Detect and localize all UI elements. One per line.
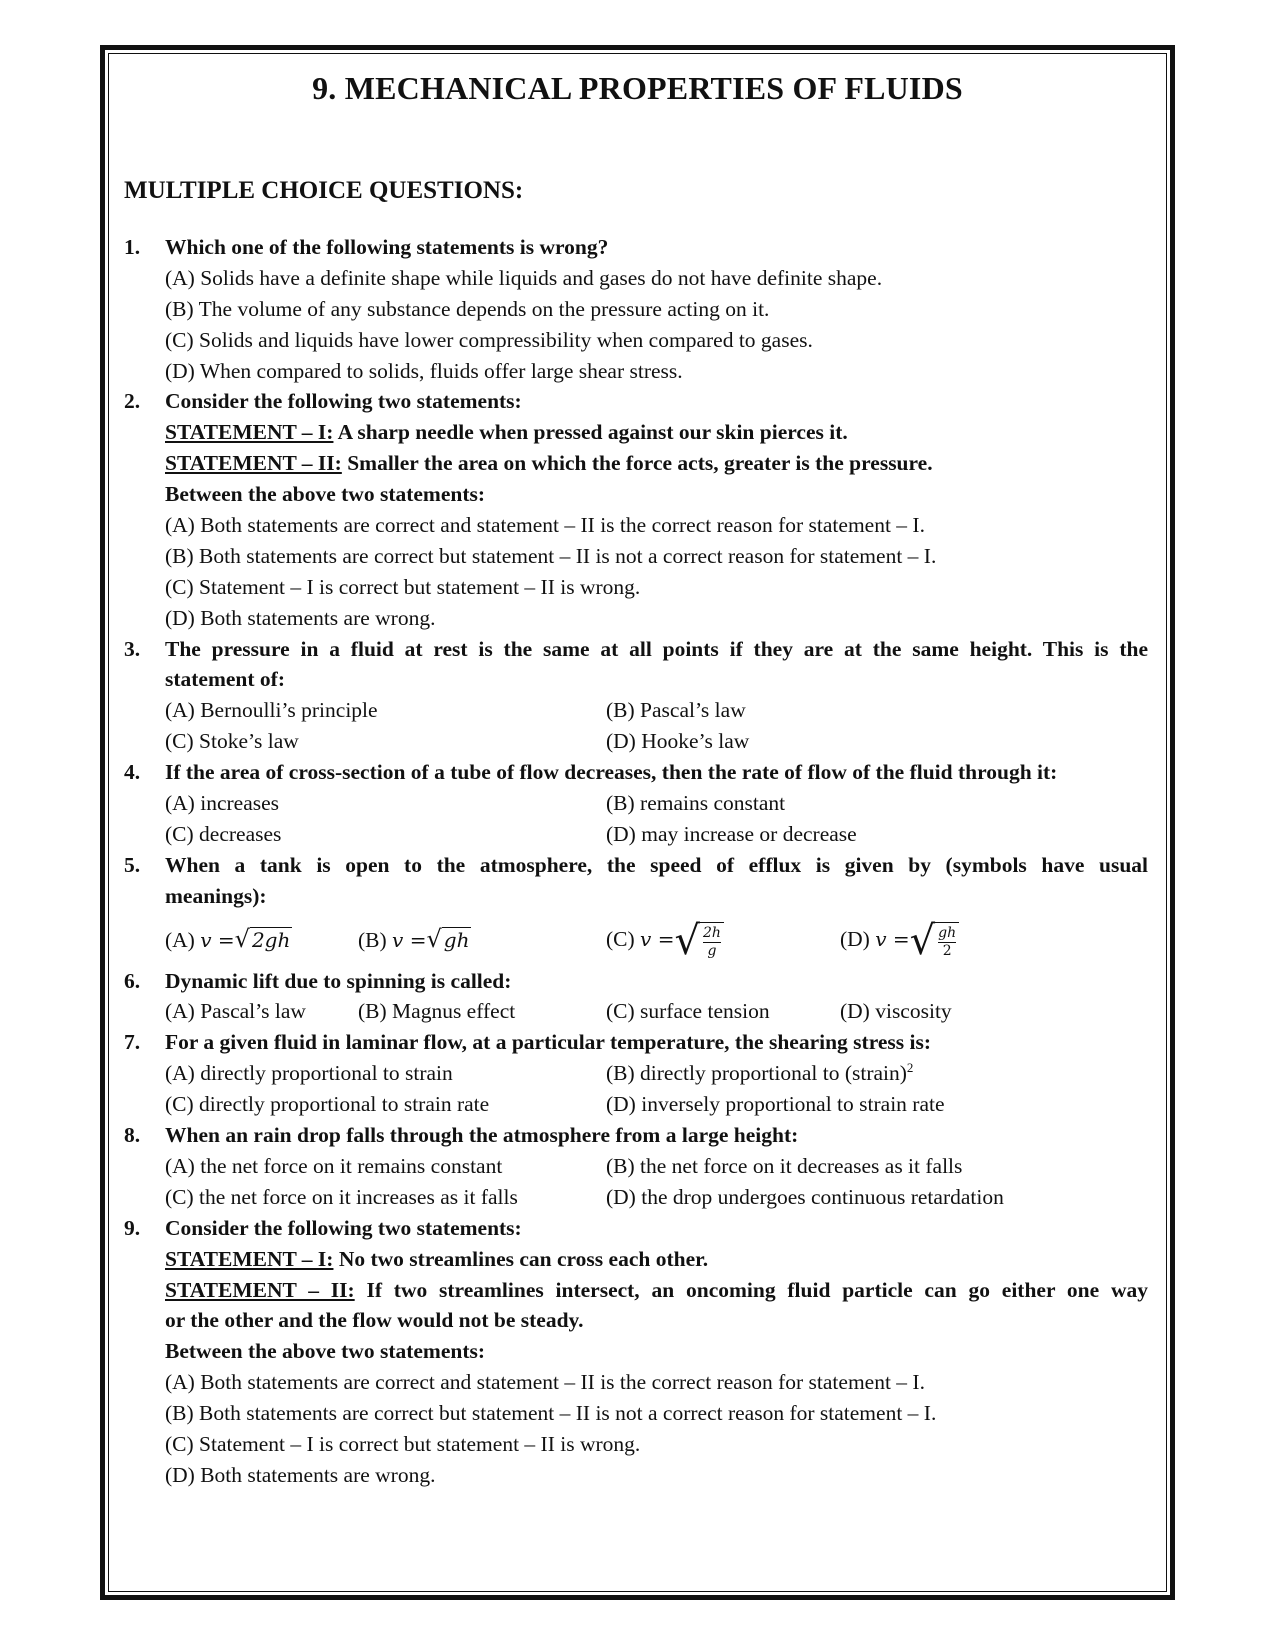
question-number: 7.: [124, 1030, 141, 1055]
option-d: (D) Both statements are wrong.: [165, 1462, 436, 1487]
between-text: Between the above two statements:: [165, 482, 486, 507]
option-label: (D): [840, 926, 870, 951]
question-number: 9.: [124, 1215, 141, 1240]
question-stem: When an rain drop falls through the atmosphere from a large height:: [165, 1123, 799, 1148]
option-row: [124, 819, 1148, 850]
option-d: [840, 912, 959, 966]
statement-2: [165, 1275, 1148, 1306]
statement-1: [165, 1244, 1148, 1275]
formula-lhs: v =: [200, 927, 235, 952]
option-c: (C) the net force on it increases as it falls: [165, 1184, 518, 1209]
question-1-stem-row: [124, 232, 1148, 263]
question-6-stem-row: [124, 966, 1148, 997]
option-a: (A) directly proportional to strain: [165, 1061, 453, 1086]
question-number: 6.: [124, 968, 141, 993]
question-number: 2.: [124, 389, 141, 414]
option-label: (A): [165, 927, 195, 952]
option-row: [124, 726, 1148, 757]
option-d: (D) may increase or decrease: [606, 821, 857, 846]
between-row: [124, 1336, 1148, 1367]
option-d: (D) Hooke’s law: [606, 729, 750, 754]
option-b: (B) The volume of any substance depends on the pressure acting on it.: [165, 296, 770, 321]
option-row: [124, 1151, 1148, 1182]
radicand: 2gh: [251, 927, 291, 952]
option-row: [124, 1398, 1148, 1429]
option-c: (C) Solids and liquids have lower compressibility when compared to gases.: [165, 327, 813, 352]
option-row: [124, 356, 1148, 387]
option-b: (B) Magnus effect: [358, 999, 516, 1024]
statement-text: If two streamlines intersect, an oncoming fluid particle can go either one way: [354, 1277, 1148, 1302]
option-c: (C) Statement – I is correct but statement – II is wrong.: [165, 574, 641, 599]
statement-label: STATEMENT – I:: [165, 420, 334, 445]
option-a: [165, 912, 292, 967]
option-row: [124, 1460, 1148, 1491]
option-c: (C) directly proportional to strain rate: [165, 1092, 490, 1117]
formula-lhs: v =: [875, 926, 910, 951]
option-b: (B) Pascal’s law: [606, 698, 746, 723]
radicand: gh: [443, 927, 470, 952]
option-c: (C) surface tension: [606, 999, 770, 1024]
statement-2-row: [124, 1275, 1148, 1306]
formula-lhs: v =: [640, 926, 675, 951]
option-row: [124, 510, 1148, 541]
sqrt-icon: √: [909, 917, 936, 964]
option-c: (C) Statement – I is correct but statement – II is wrong.: [165, 1431, 641, 1456]
option-b: (B) Both statements are correct but statement – II is not a correct reason for statement – I.: [165, 543, 937, 568]
question-3-stem-row: [124, 634, 1148, 665]
option-d: (D) the drop undergoes continuous retardation: [606, 1184, 1004, 1209]
option-a: (A) Both statements are correct and statement – II is the correct reason for statement – I.: [165, 513, 925, 538]
option-row: [124, 996, 1148, 1027]
option-d: (D) When compared to solids, fluids offer large shear stress.: [165, 358, 683, 383]
option-label: (C): [606, 926, 635, 951]
denominator: g: [707, 942, 717, 959]
option-row: [124, 1089, 1148, 1120]
superscript: 2: [906, 1060, 914, 1076]
option-row: [124, 263, 1148, 294]
denominator: 2: [942, 942, 952, 959]
option-b-text: (B) directly proportional to (strain): [606, 1061, 907, 1086]
statement-text: Smaller the area on which the force acts, greater is the pressure.: [341, 451, 933, 476]
option-b: [606, 1058, 913, 1089]
statement-label: STATEMENT – II:: [165, 1277, 355, 1302]
question-stem: Which one of the following statements is wrong?: [165, 235, 609, 259]
statement-2-row: [124, 448, 1148, 479]
statement-label: STATEMENT – I:: [165, 1246, 334, 1271]
option-row: [124, 1367, 1148, 1398]
question-5-stem-row: [124, 850, 1148, 881]
option-row: [124, 1182, 1148, 1213]
statement-2: [165, 448, 1148, 479]
sqrt-icon: √: [234, 924, 250, 953]
question-stem: For a given fluid in laminar flow, at a particular temperature, the shearing stress is:: [165, 1030, 932, 1055]
option-c: (C) decreases: [165, 821, 282, 846]
question-list: [124, 232, 1148, 1491]
question-stem-continued: meanings):: [165, 883, 267, 908]
option-a: (A) Pascal’s law: [165, 999, 306, 1024]
question-7-stem-row: [124, 1027, 1148, 1058]
option-row: [124, 788, 1148, 819]
numerator: 2h: [702, 924, 721, 941]
question-4-stem-row: [124, 757, 1148, 788]
option-d: (D) Both statements are wrong.: [165, 605, 436, 630]
question-stem-continued-row: [124, 664, 1148, 695]
option-row: [124, 325, 1148, 356]
fraction: [700, 922, 724, 960]
option-a: (A) Both statements are correct and statement – II is the correct reason for statement – I.: [165, 1370, 925, 1395]
fraction: [935, 922, 959, 960]
question-stem: When a tank is open to the atmosphere, the speed of efflux is given by (symbols have usual: [165, 852, 1148, 877]
question-2-stem-row: [124, 386, 1148, 417]
option-row: [124, 1429, 1148, 1460]
question-stem: If the area of cross-section of a tube of flow decreases, then the rate of flow of the fluid through it:: [165, 760, 1058, 785]
statement-text-continued: or the other and the flow would not be steady.: [165, 1308, 584, 1333]
statement-text: A sharp needle when pressed against our skin pierces it.: [333, 420, 848, 445]
option-row: [124, 603, 1148, 634]
question-stem-continued-row: [124, 881, 1148, 912]
statement-1-row: [124, 417, 1148, 448]
option-row: [124, 1058, 1148, 1089]
option-a: (A) Solids have a definite shape while liquids and gases do not have definite shape.: [165, 265, 883, 290]
option-row: [124, 572, 1148, 603]
question-stem: The pressure in a fluid at rest is the same at all points if they are at the same height. This is the: [165, 636, 1148, 661]
option-b: (B) remains constant: [606, 791, 786, 816]
option-d: (D) inversely proportional to strain rate: [606, 1092, 945, 1117]
question-number: 8.: [124, 1123, 141, 1148]
statement-text: No two streamlines can cross each other.: [333, 1246, 709, 1271]
question-stem: Consider the following two statements:: [165, 1215, 522, 1240]
between-text: Between the above two statements:: [165, 1339, 486, 1364]
statement-1: [165, 417, 1148, 448]
option-c: (C) Stoke’s law: [165, 729, 299, 754]
option-c: [606, 912, 724, 966]
question-number: 5.: [124, 852, 141, 877]
question-number: 1.: [124, 235, 141, 259]
question-9-stem-row: [124, 1213, 1148, 1244]
page-title: 9. MECHANICAL PROPERTIES OF FLUIDS: [312, 70, 963, 106]
option-label: (B): [358, 927, 387, 952]
statement-label: STATEMENT – II:: [165, 451, 342, 476]
section-heading: MULTIPLE CHOICE QUESTIONS:: [124, 177, 524, 204]
option-d: (D) viscosity: [840, 999, 952, 1024]
option-b: (B) Both statements are correct but statement – II is not a correct reason for statement – I.: [165, 1401, 937, 1426]
option-row: [124, 695, 1148, 726]
question-8-stem-row: [124, 1120, 1148, 1151]
sqrt-icon: √: [426, 924, 442, 953]
formula-options-row: [124, 912, 1148, 966]
option-row: [124, 294, 1148, 325]
question-stem-continued: statement of:: [165, 667, 285, 692]
statement-1-row: [124, 1244, 1148, 1275]
question-stem: Consider the following two statements:: [165, 389, 522, 414]
option-a: (A) Bernoulli’s principle: [165, 698, 378, 723]
statement-2-continued-row: [124, 1305, 1148, 1336]
between-row: [124, 479, 1148, 510]
formula-lhs: v =: [392, 927, 427, 952]
numerator: gh: [938, 924, 957, 941]
option-a: (A) the net force on it remains constant: [165, 1153, 503, 1178]
question-number: 3.: [124, 636, 141, 661]
option-row: [124, 541, 1148, 572]
option-b: [358, 912, 471, 967]
question-stem: Dynamic lift due to spinning is called:: [165, 968, 512, 993]
sqrt-icon: √: [674, 917, 700, 964]
question-number: 4.: [124, 760, 141, 785]
option-b: (B) the net force on it decreases as it falls: [606, 1153, 963, 1178]
option-a: (A) increases: [165, 791, 280, 816]
